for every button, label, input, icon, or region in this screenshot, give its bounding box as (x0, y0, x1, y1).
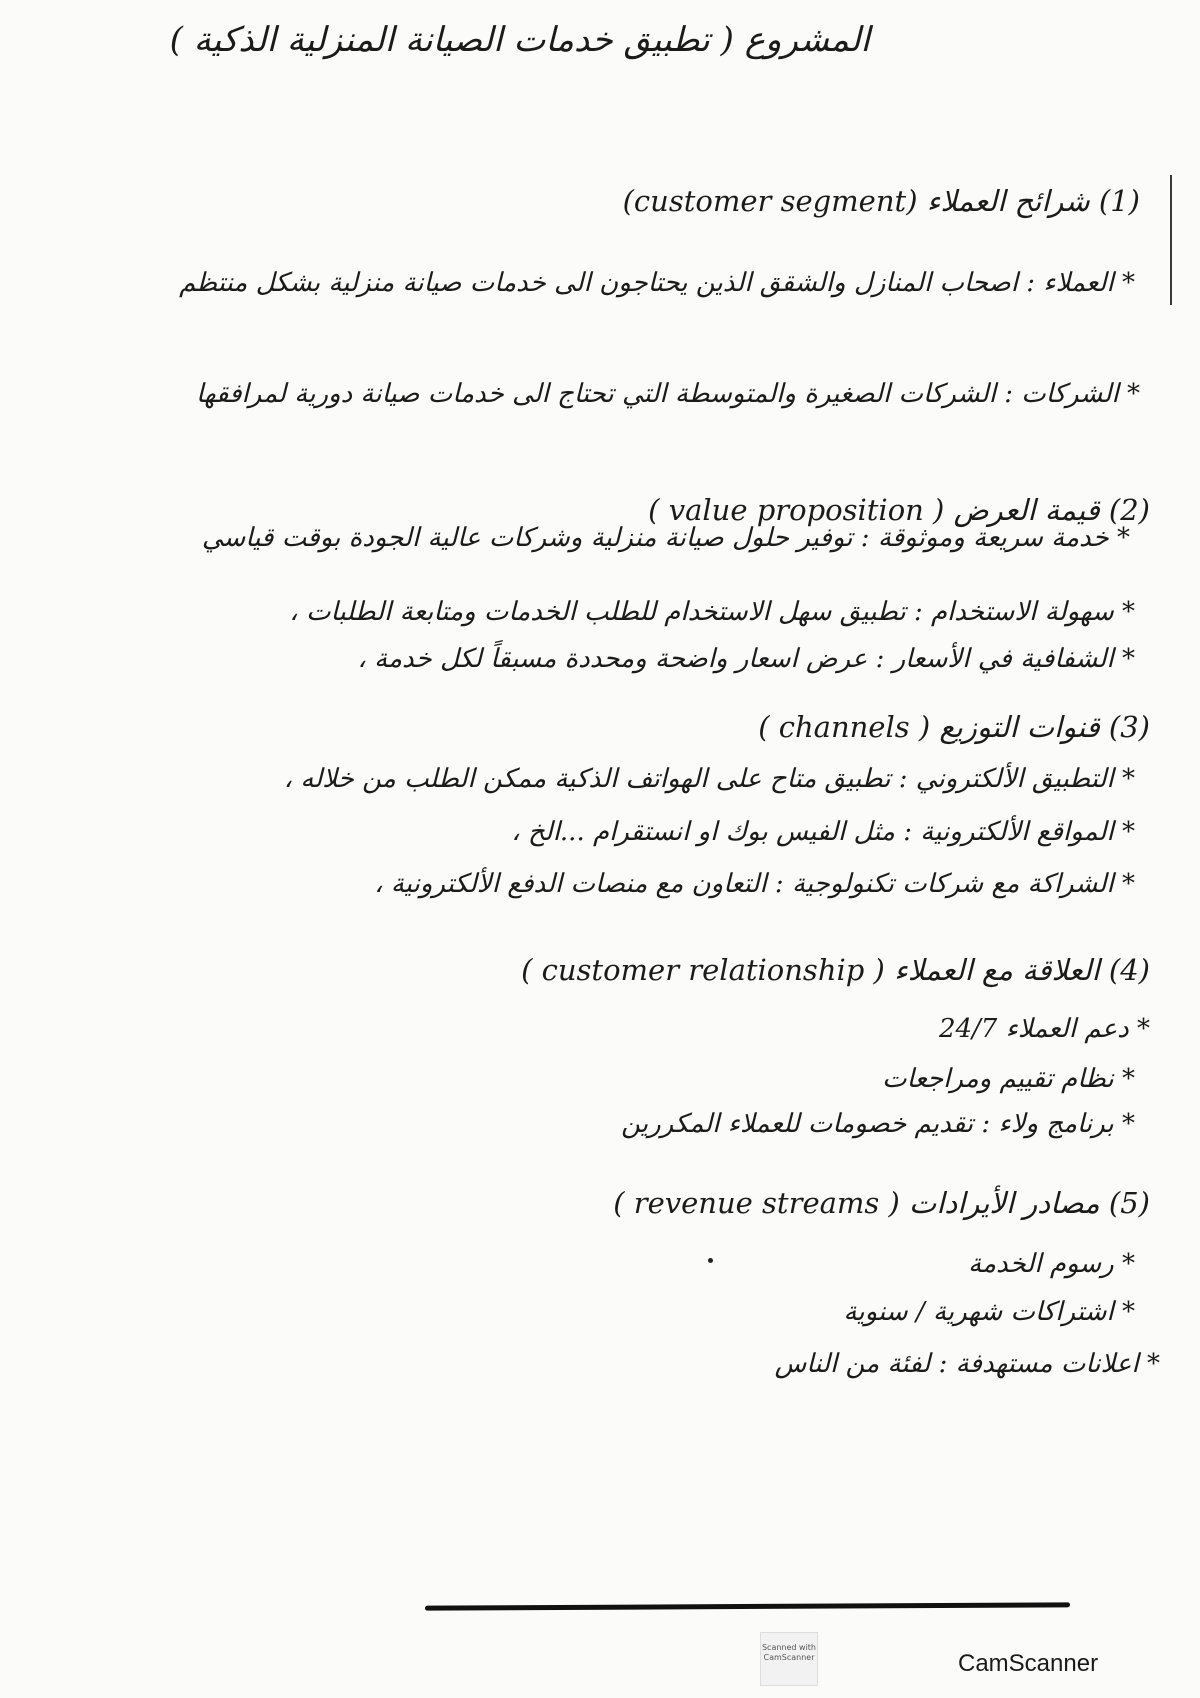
section-item: * سهولة الاستخدام : تطبيق سهل الاستخدام للطلب الخدمات ومتابعة الطلبات ، (289, 597, 1135, 627)
section-heading-revenue-streams: (5) مصادر الأيرادات ( revenue streams ) (613, 1186, 1150, 1220)
section-item: * دعم العملاء 24/7 (938, 1014, 1150, 1044)
ink-dot (708, 1258, 713, 1263)
section-item: * الشراكة مع شركات تكنولوجية : التعاون مع منصات الدفع الألكترونية ، (374, 869, 1135, 899)
bottom-pen-stroke (425, 1602, 1070, 1610)
section-item: * التطبيق الألكتروني : تطبيق متاح على الهواتف الذكية ممكن الطلب من خلاله ، (283, 764, 1135, 794)
section-item: * الشفافية في الأسعار : عرض اسعار واضحة ومحددة مسبقاً لكل خدمة ، (357, 644, 1135, 674)
page-title: المشروع ( تطبيق خدمات الصيانة المنزلية الذكية ) (169, 20, 870, 60)
section-item: * الشركات : الشركات الصغيرة والمتوسطة التي تحتاج الى خدمات صيانة دورية لمرافقها (196, 379, 1140, 409)
section-heading-channels: (3) قنوات التوزيع ( channels ) (758, 710, 1150, 744)
section-item: * خدمة سريعة وموثوقة : توفير حلول صيانة منزلية وشركات عالية الجودة بوقت قياسي (201, 523, 1130, 553)
camscanner-watermark: CamScanner (958, 1650, 1099, 1677)
camscanner-badge: Scanned with CamScanner (760, 1632, 818, 1686)
section-item: * اعلانات مستهدفة : لفئة من الناس (774, 1349, 1160, 1379)
section-item: * برنامج ولاء : تقديم خصومات للعملاء المكررين (621, 1109, 1135, 1139)
margin-line (1170, 175, 1172, 305)
section-heading-customer-segment: (1) شرائح العملاء (customer segment) (622, 184, 1140, 218)
section-item: * نظام تقييم ومراجعات (882, 1064, 1135, 1094)
section-heading-customer-relationship: (4) العلاقة مع العملاء ( customer relationship ) (521, 953, 1150, 987)
section-heading-value-proposition: (2) قيمة العرض ( value proposition ) (648, 493, 1150, 527)
section-item: * العملاء : اصحاب المنازل والشقق الذين يحتاجون الى خدمات صيانة منزلية بشكل منتظم (179, 268, 1135, 298)
section-item: * المواقع الألكترونية : مثل الفيس بوك او انستقرام ...الخ ، (511, 817, 1135, 847)
section-item: * رسوم الخدمة (968, 1249, 1135, 1279)
section-item: * اشتراكات شهرية / سنوية (843, 1297, 1135, 1327)
